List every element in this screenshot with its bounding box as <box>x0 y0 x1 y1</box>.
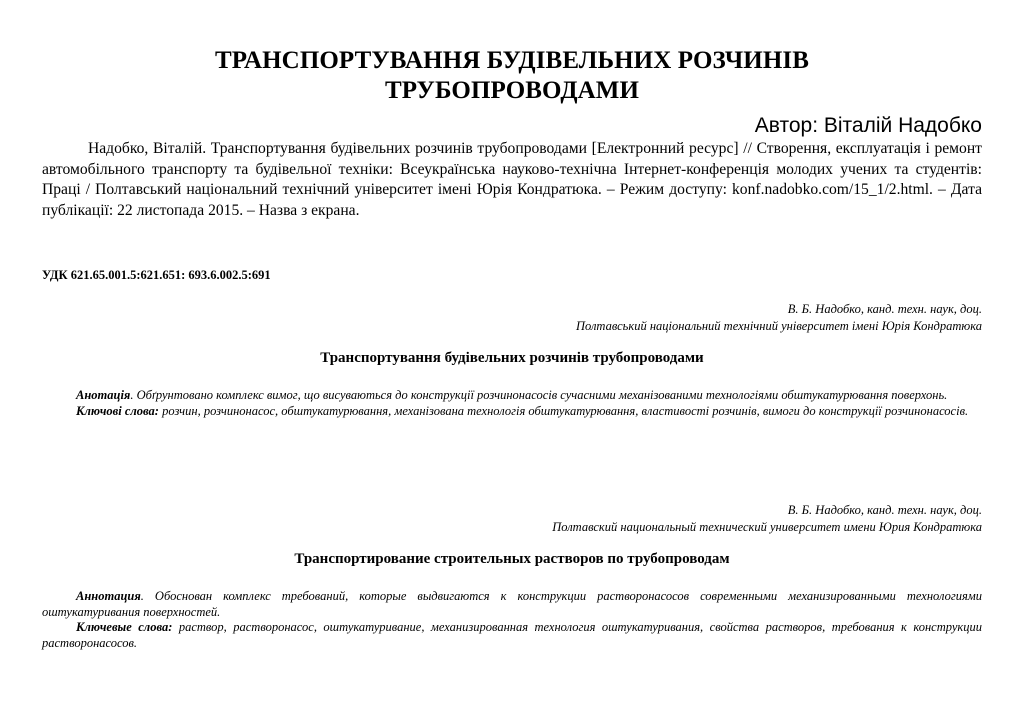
affiliation-ru <box>552 502 982 536</box>
author-credentials-uk: В. Б. Надобко, канд. техн. наук, доц. <box>787 302 982 316</box>
abstract-text-uk: . Обґрунтовано комплекс вимог, що висуваються до конструкції розчинонасосів сучасними механізованими технологіями обштукатурювання поверхонь. <box>130 388 948 402</box>
title-line-1: ТРАНСПОРТУВАННЯ БУДІВЕЛЬНИХ РОЗЧИНІВ <box>215 47 809 74</box>
keywords-text-uk: розчин, розчинонасос, обштукатурювання, механізована технологія обштукатурювання, властивості розчинів, вимоги до конструкції розчинонасосів. <box>158 403 969 418</box>
keywords-paragraph-uk <box>42 404 982 420</box>
author-line: Автор: Віталій Надобко <box>754 114 982 137</box>
abstract-text-ru: . Обоснован комплекс требований, которые выдвигаются к конструкции растворонасосов современными механизированными технологиями оштукатуривания поверхностей. <box>42 589 982 619</box>
keywords-label-uk: Ключові слова: <box>76 403 159 418</box>
institution-ru: Полтавский национальный технический университет имени Юрия Кондратюка <box>552 520 982 534</box>
keywords-paragraph-ru <box>42 620 982 651</box>
udk-code: УДК 621.65.001.5:621.651: 693.6.002.5:691 <box>42 268 271 282</box>
affiliation-uk <box>576 301 982 335</box>
keywords-text-ru: раствор, растворонасос, оштукатуривание, механизированная технология оштукатуривания, свойства растворов, требования к конструкции растворонасосов. <box>42 620 982 650</box>
abstract-paragraph-ru <box>42 589 982 620</box>
abstract-block-uk <box>42 388 982 419</box>
section-title-ru: Транспортирование строительных растворов по трубопроводам <box>294 551 730 567</box>
abstract-label-uk: Анотація <box>76 388 131 402</box>
institution-uk: Полтавський національний технічний університет імені Юрія Кондратюка <box>576 319 982 333</box>
keywords-label-ru: Ключевые слова: <box>76 620 173 634</box>
title-line-2: ТРУБОПРОВОДАМИ <box>384 77 640 104</box>
section-title-uk: Транспортування будівельних розчинів трубопроводами <box>320 350 704 366</box>
abstract-paragraph-uk <box>42 388 982 404</box>
citation-paragraph: Надобко, Віталій. Транспортування будівельних розчинів трубопроводами [Електронний ресурс] // Створення, експлуатація і ремонт автомобільного транспорту та будівельної техніки: Всеукраїнська науково-технічна Інтернет-конференція молодих учених та студентів: Праці / Полтавський національний технічний університет імені Юрія Кондратюка. – Режим доступу: konf.nadobko.com/15_1/2.html. – Дата публікації: 22 листопада 2015. – Назва з екрана. <box>42 140 982 219</box>
document-title <box>42 46 982 106</box>
abstract-block-ru <box>42 589 982 651</box>
author-credentials-ru: В. Б. Надобко, канд. техн. наук, доц. <box>787 503 982 517</box>
abstract-label-ru: Аннотация <box>76 589 141 603</box>
